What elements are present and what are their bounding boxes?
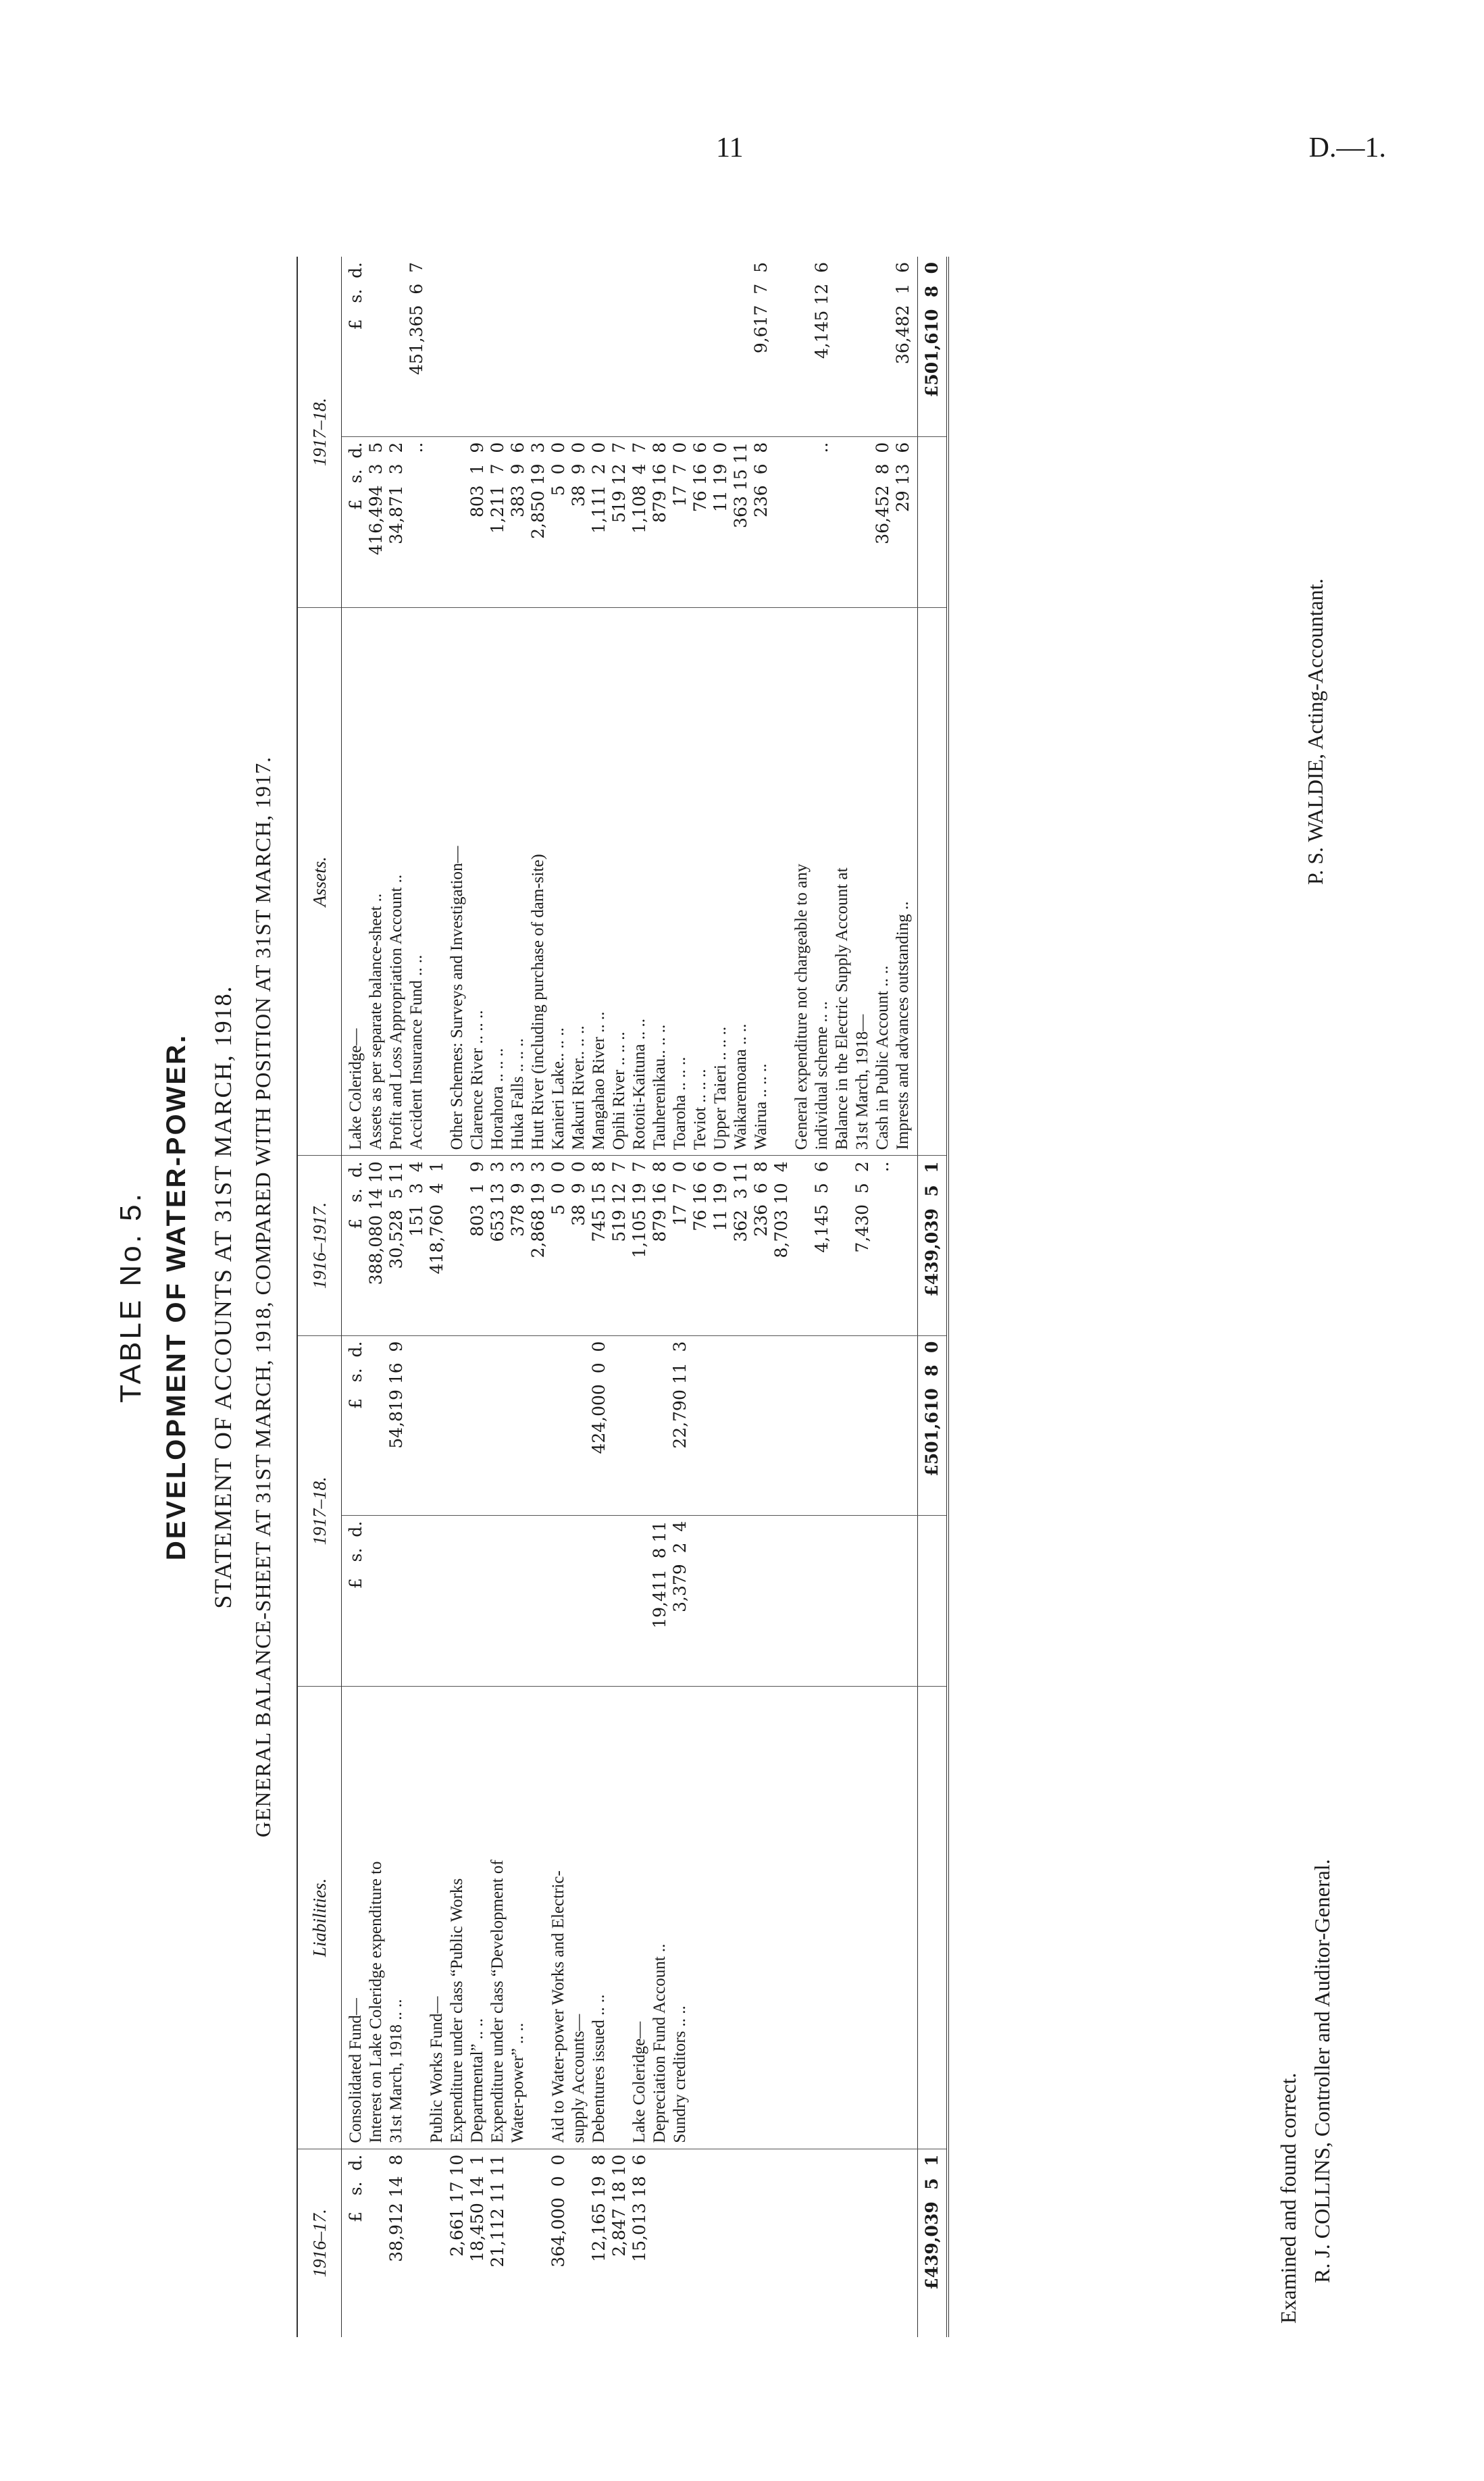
- cell-line: Horahora .. .. ..: [488, 1048, 507, 1150]
- cell-line: [852, 442, 873, 602]
- cell-line: Water-power” .. ..: [509, 2022, 527, 2143]
- cell-line: Makuri River.. .. ..: [569, 1025, 588, 1150]
- cell-line: 4,145 5 6: [812, 1161, 831, 1253]
- cell-line: 7,430 5 2: [852, 1161, 872, 1253]
- cell-line: [569, 1341, 589, 1510]
- cell-line: Wairua .. .. ..: [752, 1063, 770, 1150]
- header-assets: Assets.: [297, 608, 342, 1156]
- body-row: [342, 257, 918, 2337]
- cell-line: [832, 262, 852, 431]
- cell-line: [548, 262, 569, 431]
- cell-line: 519 12 7: [609, 442, 629, 523]
- cell-line: ..: [812, 442, 831, 453]
- header-1917-liabilities: 1916–17.: [297, 2149, 342, 2337]
- cell-line: 54,819 16 9: [386, 1341, 406, 1449]
- cell-line: [467, 1341, 488, 1510]
- cell-line: 36,482 1 6: [893, 262, 913, 365]
- cell-line: 76 16 6: [690, 1161, 710, 1231]
- cell-line: Mangahao River .. ..: [590, 1011, 608, 1150]
- page-number: 11: [716, 132, 744, 163]
- statement-title: STATEMENT OF ACCOUNTS AT 31ST MARCH, 1918.: [209, 985, 236, 1609]
- cell-line: [569, 1521, 589, 1681]
- cell-line: [447, 262, 467, 431]
- cell-line: 34,871 3 2: [386, 442, 406, 544]
- cell-line: ..: [407, 442, 426, 453]
- cell-line: [832, 442, 852, 602]
- cell-line: £ s. d.: [346, 1520, 365, 1589]
- cell-line: [407, 1341, 427, 1510]
- cell-line: [447, 442, 467, 602]
- cell-line: 388,080 14 10: [366, 1161, 386, 1285]
- asset-prev-col: [342, 1156, 918, 1335]
- cell-line: Debentures issued .. ..: [590, 1994, 608, 2143]
- cell-line: [528, 1341, 548, 1510]
- cell-line: 236 6 8: [751, 1161, 771, 1237]
- liab-total-cur: £501,610 8 0: [918, 1335, 948, 1515]
- cell-line: 1,111 2 0: [589, 442, 609, 534]
- cell-line: [792, 1161, 812, 1329]
- cell-line: Depreciation Fund Account ..: [650, 1943, 669, 2143]
- cell-line: [771, 262, 792, 431]
- asset-items-col: [342, 608, 918, 1156]
- header-1918-liabilities: 1917–18.: [297, 1335, 342, 1687]
- cell-line: [508, 1341, 528, 1510]
- cell-line: £ s. d.: [346, 2154, 365, 2223]
- cell-line: 11 19 0: [711, 1161, 730, 1231]
- cell-line: 17 7 0: [670, 1161, 690, 1226]
- cell-line: [711, 262, 731, 431]
- cell-line: Assets as per separate balance-sheet ..: [367, 893, 385, 1150]
- cell-line: 378 9 3: [508, 1161, 528, 1237]
- cell-line: 3,379 2 4: [670, 1520, 690, 1612]
- cell-line: 5 0 0: [548, 1161, 568, 1215]
- cell-line: Public Works Fund—: [428, 1996, 446, 2143]
- cell-line: [508, 262, 528, 431]
- liab-prev-col: [342, 2149, 918, 2337]
- cell-line: Upper Taieri .. .. ..: [711, 1026, 730, 1150]
- cell-line: Lake Coleridge—: [630, 2021, 648, 2143]
- auditor-signature: R. J. COLLINS, Controller and Auditor-General.: [1310, 1859, 1334, 2283]
- cell-line: [690, 262, 711, 431]
- cell-line: Lake Coleridge—: [347, 1028, 365, 1150]
- cell-line: 8,703 10 4: [771, 1161, 791, 1258]
- cell-line: Balance in the Electric Supply Account at: [833, 867, 851, 1150]
- liab-items-col: [342, 1687, 918, 2149]
- rotated-table-page: [107, 257, 1377, 2337]
- cell-line: [792, 262, 812, 431]
- cell-line: Clarence River .. .. ..: [468, 1010, 486, 1150]
- cell-line: Other Schemes: Surveys and Investigation—: [448, 846, 466, 1150]
- cell-line: [366, 1521, 386, 1681]
- cell-line: [873, 262, 893, 431]
- cell-line: 31st March, 1918 .. ..: [387, 1999, 405, 2143]
- cell-line: 803 1 9: [467, 442, 487, 518]
- cell-line: 17 7 0: [670, 442, 690, 507]
- cell-line: Expenditure under class “Development of: [488, 1860, 507, 2143]
- cell-line: 2,661 17 10: [447, 2154, 467, 2257]
- balance-sheet-table: [297, 257, 949, 2337]
- cell-line: [447, 1341, 467, 1510]
- cell-line: [488, 1341, 508, 1510]
- cell-line: 18,450 14 1: [467, 2154, 487, 2262]
- asset-cur-outer-col: [342, 257, 918, 436]
- cell-line: [366, 1341, 386, 1510]
- cell-line: [488, 262, 508, 431]
- cell-line: [650, 1341, 670, 1510]
- cell-line: individual scheme .. ..: [813, 1001, 831, 1150]
- cell-line: 5 0 0: [548, 442, 568, 496]
- cell-line: [407, 1521, 427, 1681]
- cell-line: 151 3 4: [407, 1161, 426, 1237]
- cell-line: Expenditure under class “Public Works: [448, 1878, 466, 2143]
- cell-line: Aid to Water-power Works and Electric-: [549, 1870, 567, 2143]
- cell-line: Profit and Loss Appropriation Account ..: [387, 874, 405, 1150]
- cell-line: [771, 442, 792, 602]
- cell-line: [366, 2155, 386, 2332]
- accountant-signature: P. S. WALDIE, Acting-Accountant.: [1303, 578, 1327, 885]
- cell-line: 38,912 14 8: [386, 2154, 406, 2262]
- cell-line: [508, 1521, 528, 1681]
- cell-line: 1,105 19 7: [630, 1161, 649, 1258]
- cell-line: £ s. d.: [346, 262, 365, 330]
- cell-line: [427, 442, 447, 602]
- cell-line: 31st March, 1918—: [853, 1014, 871, 1150]
- liab-total-prev: £439,039 5 1: [918, 2149, 948, 2337]
- cell-line: [792, 442, 812, 602]
- cell-line: Waikaremoana .. ..: [732, 1023, 750, 1150]
- cell-line: 21,112 11 11: [488, 2154, 507, 2268]
- cell-line: 19,411 8 11: [650, 1520, 669, 1629]
- cell-line: Accident Insurance Fund .. ..: [407, 954, 426, 1150]
- cell-line: [427, 1521, 447, 1681]
- cell-line: [548, 1341, 569, 1510]
- cell-line: 879 16 8: [650, 1161, 669, 1242]
- cell-line: [771, 613, 792, 1150]
- cell-line: Sundry creditors .. ..: [671, 2005, 689, 2143]
- cell-line: 653 13 3: [488, 1161, 507, 1242]
- cell-line: £ s. d.: [346, 1161, 365, 1229]
- cell-line: Opihi River .. .. ..: [610, 1031, 628, 1150]
- cell-line: [609, 1341, 630, 1510]
- main-title: DEVELOPMENT OF WATER-POWER.: [161, 1033, 191, 1561]
- cell-line: [589, 1521, 609, 1681]
- header-liabilities: Liabilities.: [297, 1687, 342, 2149]
- cell-line: [427, 262, 447, 431]
- cell-line: 364,000 0 0: [548, 2154, 568, 2268]
- cell-line: 1,211 7 0: [488, 442, 507, 534]
- cell-line: Kanieri Lake.. .. ..: [549, 1027, 567, 1150]
- cell-line: [366, 262, 386, 431]
- cell-line: [630, 1521, 650, 1681]
- balance-sheet-subtitle: GENERAL BALANCE-SHEET AT 31ST MARCH, 1918, COMPARED WITH POSITION AT 31ST MARCH, 1917.: [251, 756, 275, 1838]
- cell-line: [852, 262, 873, 431]
- examined-note: Examined and found correct.: [1276, 2072, 1300, 2324]
- cell-line: £ s. d.: [346, 1341, 365, 1409]
- cell-line: 38 9 0: [569, 442, 588, 507]
- cell-line: General expenditure not chargeable to any: [792, 863, 811, 1150]
- table-number-title: TABLE No. 5.: [114, 1191, 147, 1403]
- cell-line: [386, 262, 407, 431]
- cell-line: [609, 1692, 630, 2143]
- cell-line: [569, 2155, 589, 2332]
- cell-line: [427, 2155, 447, 2332]
- cell-line: 12,165 19 8: [589, 2154, 609, 2262]
- cell-line: [670, 262, 690, 431]
- cell-line: [548, 1521, 569, 1681]
- cell-line: Rotoiti-Kaituna .. ..: [630, 1018, 648, 1150]
- cell-line: [467, 262, 488, 431]
- cell-line: [386, 1521, 407, 1681]
- cell-line: Imprests and advances outstanding ..: [894, 901, 912, 1150]
- cell-line: [528, 1692, 548, 2143]
- cell-line: 1,108 4 7: [630, 442, 649, 534]
- cell-line: [427, 613, 447, 1150]
- header-row: [297, 257, 342, 2337]
- cell-line: 745 15 8: [589, 1161, 609, 1242]
- cell-line: Hutt River (including purchase of dam-site): [529, 854, 547, 1150]
- cell-line: 4,145 12 6: [812, 262, 831, 359]
- cell-line: Consolidated Fund—: [347, 1998, 365, 2143]
- cell-line: [407, 1692, 427, 2143]
- cell-line: 418,760 4 1: [427, 1161, 446, 1275]
- document-reference: D.—1.: [1308, 132, 1386, 163]
- cell-line: Teviot .. .. ..: [691, 1069, 709, 1150]
- asset-total-cur: £501,610 8 0: [918, 257, 948, 436]
- cell-line: 2,847 18 10: [609, 2154, 629, 2257]
- cell-line: [630, 262, 650, 431]
- cell-line: 36,452 8 0: [873, 442, 892, 544]
- cell-line: [609, 262, 630, 431]
- cell-line: 383 9 6: [508, 442, 528, 518]
- cell-line: 15,013 18 6: [630, 2154, 649, 2262]
- cell-line: ..: [873, 1161, 892, 1173]
- cell-line: [528, 1521, 548, 1681]
- cell-line: 22,790 11 3: [670, 1341, 690, 1449]
- header-1917-assets: 1916–1917.: [297, 1156, 342, 1335]
- cell-line: [488, 1521, 508, 1681]
- cell-line: [447, 1161, 467, 1329]
- cell-line: 362 3 11: [731, 1161, 750, 1242]
- cell-line: [447, 1521, 467, 1681]
- liab-cur-outer-col: [342, 1335, 918, 1515]
- cell-line: [407, 2155, 427, 2332]
- cell-line: Toaroha .. .. ..: [671, 1056, 689, 1150]
- cell-line: Departmental” .. ..: [468, 2018, 486, 2143]
- cell-line: [609, 1521, 630, 1681]
- cell-line: [508, 2155, 528, 2332]
- liab-cur-inner-col: [342, 1515, 918, 1686]
- asset-total-prev: £439,039 5 1: [918, 1156, 948, 1335]
- cell-line: 38 9 0: [569, 1161, 588, 1226]
- cell-line: 9,617 7 5: [751, 262, 771, 354]
- cell-line: 424,000 0 0: [589, 1341, 609, 1454]
- cell-line: 803 1 9: [467, 1161, 487, 1237]
- cell-line: 2,850 19 3: [528, 442, 548, 539]
- cell-line: 2,868 19 3: [528, 1161, 548, 1258]
- cell-line: 879 16 8: [650, 442, 669, 523]
- cell-line: 29 13 6: [893, 442, 913, 513]
- cell-line: Huka Falls .. .. ..: [509, 1038, 527, 1150]
- cell-line: 236 6 8: [751, 442, 771, 518]
- cell-line: 11 19 0: [711, 442, 730, 513]
- cell-line: [589, 262, 609, 431]
- cell-line: 76 16 6: [690, 442, 710, 513]
- cell-line: supply Accounts—: [569, 2014, 588, 2143]
- cell-line: [427, 1341, 447, 1510]
- cell-line: Interest on Lake Coleridge expenditure to: [367, 1861, 385, 2143]
- cell-line: [528, 262, 548, 431]
- cell-line: 451,365 6 7: [407, 262, 426, 375]
- cell-line: 519 12 7: [609, 1161, 629, 1242]
- cell-line: [630, 1341, 650, 1510]
- cell-line: [528, 2155, 548, 2332]
- cell-line: 30,528 5 11: [386, 1161, 406, 1269]
- header-1918-assets: 1917–18.: [297, 257, 342, 608]
- cell-line: Cash in Public Account .. ..: [873, 965, 892, 1150]
- cell-line: [832, 1161, 852, 1329]
- cell-line: 416,494 3 5: [366, 442, 386, 555]
- cell-line: 363 15 11: [731, 442, 750, 528]
- cell-line: [467, 1521, 488, 1681]
- asset-cur-inner-col: [342, 436, 918, 607]
- cell-line: [731, 262, 751, 431]
- cell-line: Tauherenikau.. .. ..: [650, 1024, 669, 1150]
- cell-line: [569, 262, 589, 431]
- totals-row: [918, 257, 948, 2337]
- cell-line: [650, 262, 670, 431]
- cell-line: £ s. d.: [346, 442, 365, 511]
